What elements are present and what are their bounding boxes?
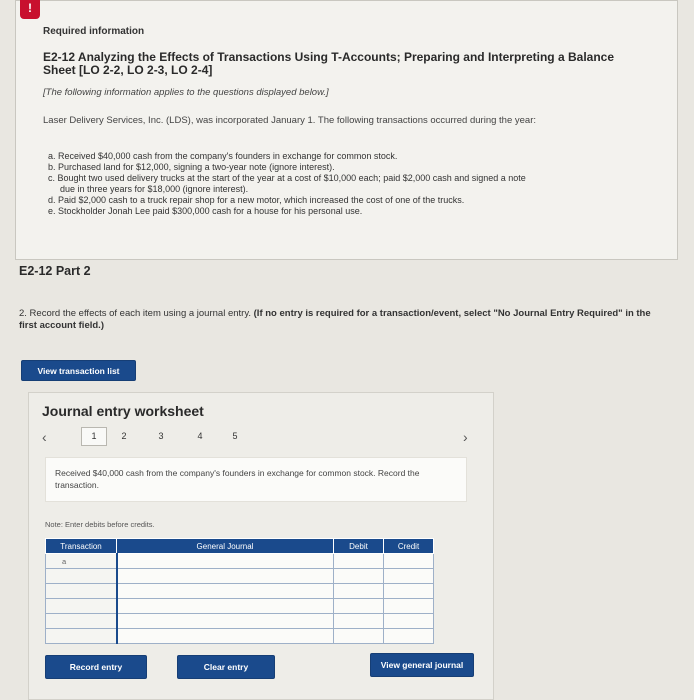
account-input[interactable]: [117, 629, 334, 644]
page-1-tab[interactable]: 1: [81, 427, 107, 446]
debit-input[interactable]: [334, 599, 384, 614]
debit-input[interactable]: [334, 614, 384, 629]
page-3-tab[interactable]: 3: [158, 431, 164, 441]
account-input[interactable]: [117, 554, 334, 569]
account-input[interactable]: [117, 614, 334, 629]
credit-input[interactable]: [384, 629, 434, 644]
debit-input[interactable]: [334, 569, 384, 584]
transaction-description: Received $40,000 cash from the company's founders in exchange for common stock. Record the transaction.: [55, 468, 420, 490]
transaction-cell: [46, 599, 117, 614]
transaction-item: d. Paid $2,000 cash to a truck repair shop for a new motor, which increased the cost of one of the trucks.: [48, 195, 465, 205]
view-transaction-list-button[interactable]: View transaction list: [21, 360, 136, 381]
transaction-cell: [46, 584, 117, 599]
worksheet-title: Journal entry worksheet: [42, 403, 204, 419]
table-row: [46, 629, 434, 644]
credit-input[interactable]: [384, 554, 434, 569]
debit-input[interactable]: [334, 554, 384, 569]
exercise-title: E2-12 Analyzing the Effects of Transactions Using T-Accounts; Preparing and Interpreting a Balance Sheet [LO 2-2, LO 2-3, LO 2-4]: [43, 50, 615, 77]
credit-input[interactable]: [384, 584, 434, 599]
journal-entry-worksheet: [28, 392, 494, 700]
journal-entry-table: [45, 538, 434, 644]
instruction: [19, 308, 669, 332]
account-input[interactable]: [117, 599, 334, 614]
transaction-cell: [46, 569, 117, 584]
table-row: [46, 569, 434, 584]
debit-input[interactable]: [334, 629, 384, 644]
credit-column-header: Credit: [384, 539, 434, 554]
required-information-heading: Required information: [43, 26, 145, 37]
instruction-bold-text: (If no entry is required for a transaction/event, select "No Journal Entry Required" in the first account field.): [19, 308, 651, 331]
transaction-item: b. Purchased land for $12,000, signing a two-year note (ignore interest).: [48, 162, 335, 172]
info-note: [The following information applies to the questions displayed below.]: [43, 87, 329, 98]
credit-input[interactable]: [384, 614, 434, 629]
alert-icon: !: [20, 0, 40, 19]
transaction-cell: [46, 614, 117, 629]
account-input[interactable]: [117, 569, 334, 584]
clear-entry-button[interactable]: Clear entry: [177, 655, 275, 679]
part-title: E2-12 Part 2: [19, 264, 91, 278]
transaction-cell: [46, 629, 117, 644]
transaction-item: e. Stockholder Jonah Lee paid $300,000 cash for a house for his personal use.: [48, 206, 363, 216]
table-row: [46, 554, 434, 569]
chevron-right-icon[interactable]: ›: [463, 429, 468, 445]
page-4-tab[interactable]: 4: [197, 431, 203, 441]
table-row: [46, 584, 434, 599]
general-journal-column-header: General Journal: [117, 539, 334, 554]
credit-input[interactable]: [384, 569, 434, 584]
page-2-tab[interactable]: 2: [121, 431, 127, 441]
table-row: [46, 599, 434, 614]
transaction-item-continued: due in three years for $18,000 (ignore interest).: [60, 184, 249, 194]
record-entry-button[interactable]: Record entry: [45, 655, 147, 679]
table-row: [46, 614, 434, 629]
debit-input[interactable]: [334, 584, 384, 599]
debits-note: Note: Enter debits before credits.: [45, 520, 155, 529]
account-input[interactable]: [117, 584, 334, 599]
transaction-column-header: Transaction: [46, 539, 117, 554]
required-information-panel: [15, 0, 678, 260]
credit-input[interactable]: [384, 599, 434, 614]
transaction-item: a. Received $40,000 cash from the company's founders in exchange for common stock.: [48, 151, 398, 161]
transaction-description-box: [45, 457, 467, 502]
worksheet-pager: [29, 429, 493, 449]
view-general-journal-button[interactable]: View general journal: [370, 653, 474, 677]
transaction-item: c. Bought two used delivery trucks at the start of the year at a cost of $10,000 each; paid $2,000 cash and signed a note: [48, 173, 526, 183]
intro-text: Laser Delivery Services, Inc. (LDS), was incorporated January 1. The following transactions occurred during the year:: [43, 115, 536, 126]
debit-column-header: Debit: [334, 539, 384, 554]
page-5-tab[interactable]: 5: [232, 431, 238, 441]
transaction-cell: a: [46, 554, 117, 569]
chevron-left-icon[interactable]: ‹: [42, 429, 47, 445]
instruction-text: 2. Record the effects of each item using a journal entry.: [19, 308, 254, 319]
transaction-list: [48, 151, 668, 217]
